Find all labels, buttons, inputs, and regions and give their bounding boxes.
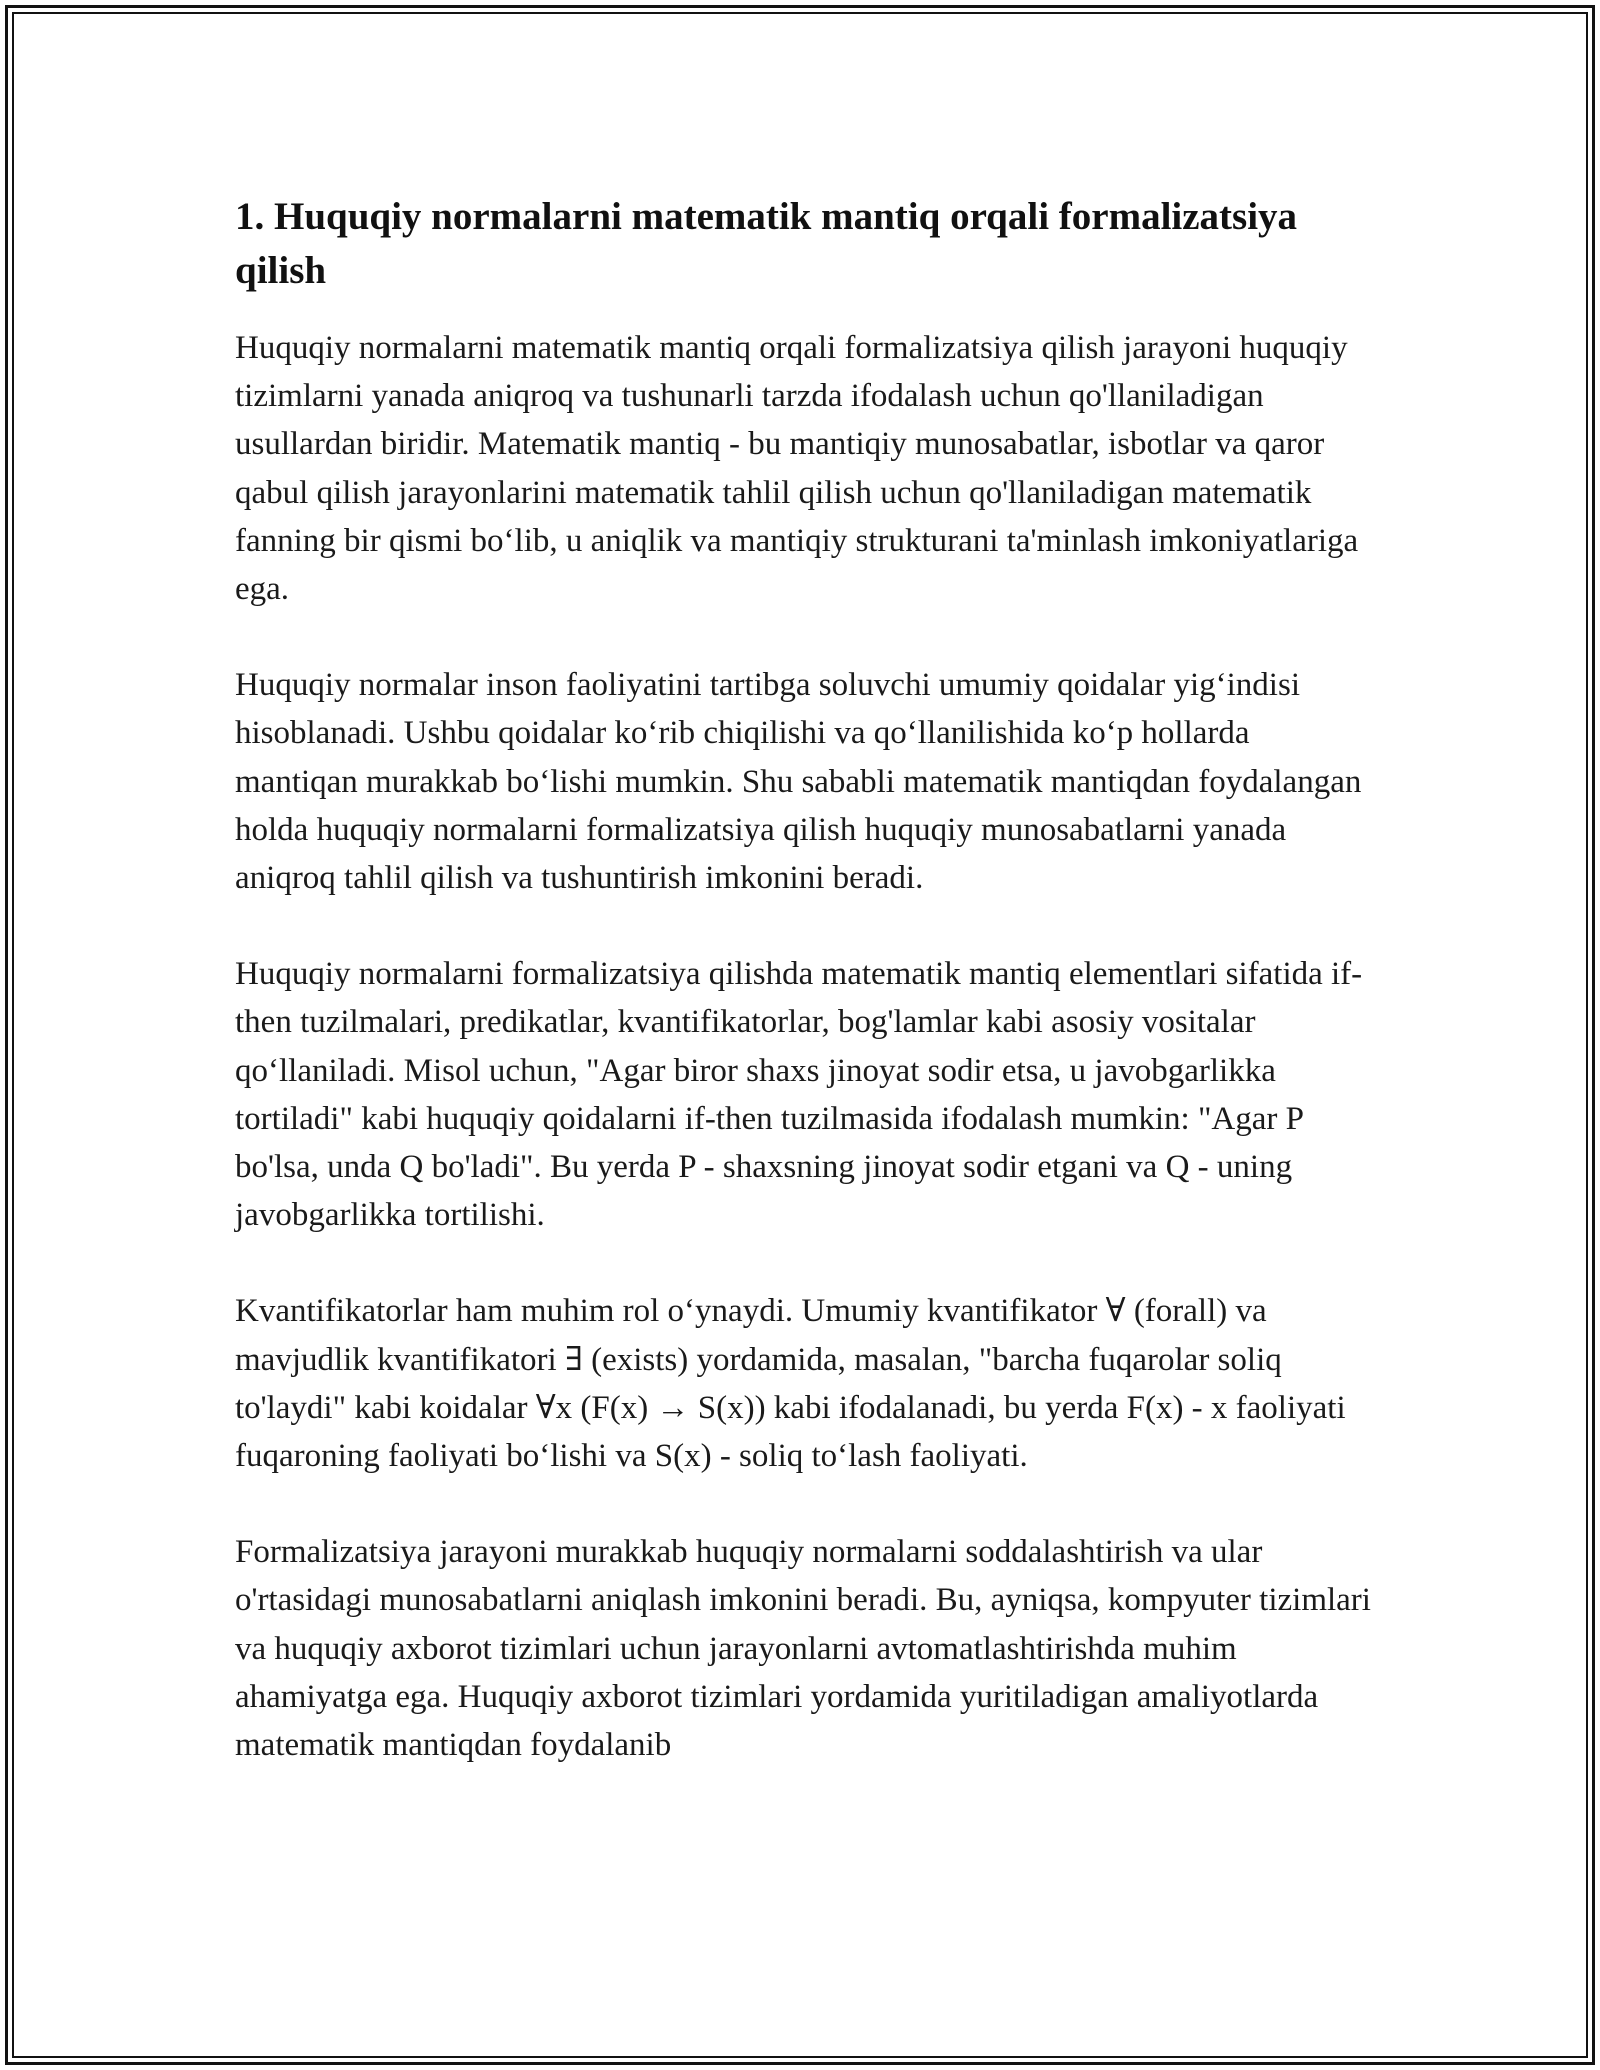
paragraph-legal-norms: Huquqiy normalar inson faoliyatini tartibga soluvchi umumiy qoidalar yig‘indisi hisoblanadi. Ushbu qoidalar ko‘rib chiqilishi va qo‘llanilishida ko‘p hollarda mantiqan murakkab bo‘lishi mumkin. Shu sababli matematik mantiqdan foydalangan holda huquqiy normalarni formalizatsiya qilish huquqiy munosabatlarni yanada aniqroq tahlil qilish va tushuntirish imkonini beradi. [235, 667, 1362, 897]
paragraph-logic-elements: Huquqiy normalarni formalizatsiya qilishda matematik mantiq elementlari sifatida if-then tuzilmalari, predikatlar, kvantifikatorlar, bog'lamlar kabi asosiy vositalar qo‘llaniladi. Misol uchun, "Agar biror shaxs jinoyat sodir etsa, u javobgarlikka tortiladi" kabi huquqiy qoidalarni if-then tuzilmasida ifodalash mumkin: "Agar P bo'lsa, unda Q bo'ladi". Bu yerda P - shaxsning jinoyat sodir etgani va Q - uning javobgarlikka tortilishi. [235, 956, 1363, 1234]
paragraph-formalization-process: Formalizatsiya jarayoni murakkab huquqiy normalarni soddalashtirish va ular o'rtasidagi munosabatlarni aniqlash imkonini beradi. Bu, ayniqsa, kompyuter tizimlari va huquqiy axborot tizimlari uchun jarayonlarni avtomatlashtirishda muhim ahamiyatga ega. Huquqiy axborot tizimlari yordamida yuritiladigan amaliyotlarda matematik mantiqdan foydalanib [235, 1534, 1371, 1764]
paragraph-intro: Huquqiy normalarni matematik mantiq orqali formalizatsiya qilish jarayoni huquqiy tizimlarni yanada aniqroq va tushunarli tarzda ifodalash uchun qo'llaniladigan usullardan biridir. Matematik mantiq - bu mantiqiy munosabatlar, isbotlar va qaror qabul qilish jarayonlarini matematik tahlil qilish uchun qo'llaniladigan matematik fanning bir qismi bo‘lib, u aniqlik va mantiqiy strukturani ta'minlash imkoniyatlariga ega. [235, 330, 1359, 608]
paragraph-quantifiers: Kvantifikatorlar ham muhim rol o‘ynaydi. Umumiy kvantifikator ∀ (forall) va mavjudlik kvantifikatori ∃ (exists) yordamida, masalan, "barcha fuqarolar soliq to'laydi" kabi koidalar ∀x (F(x) → S(x)) kabi ifodalanadi, bu yerda F(x) - x faoliyati fuqaroning faoliyati bo‘lishi va S(x) - soliq to‘lash faoliyati. [235, 1293, 1346, 1475]
section-heading: 1. Huquqiy normalarni matematik mantiq orqali formalizatsiya qilish [235, 195, 1298, 292]
document-body [235, 190, 1375, 1769]
